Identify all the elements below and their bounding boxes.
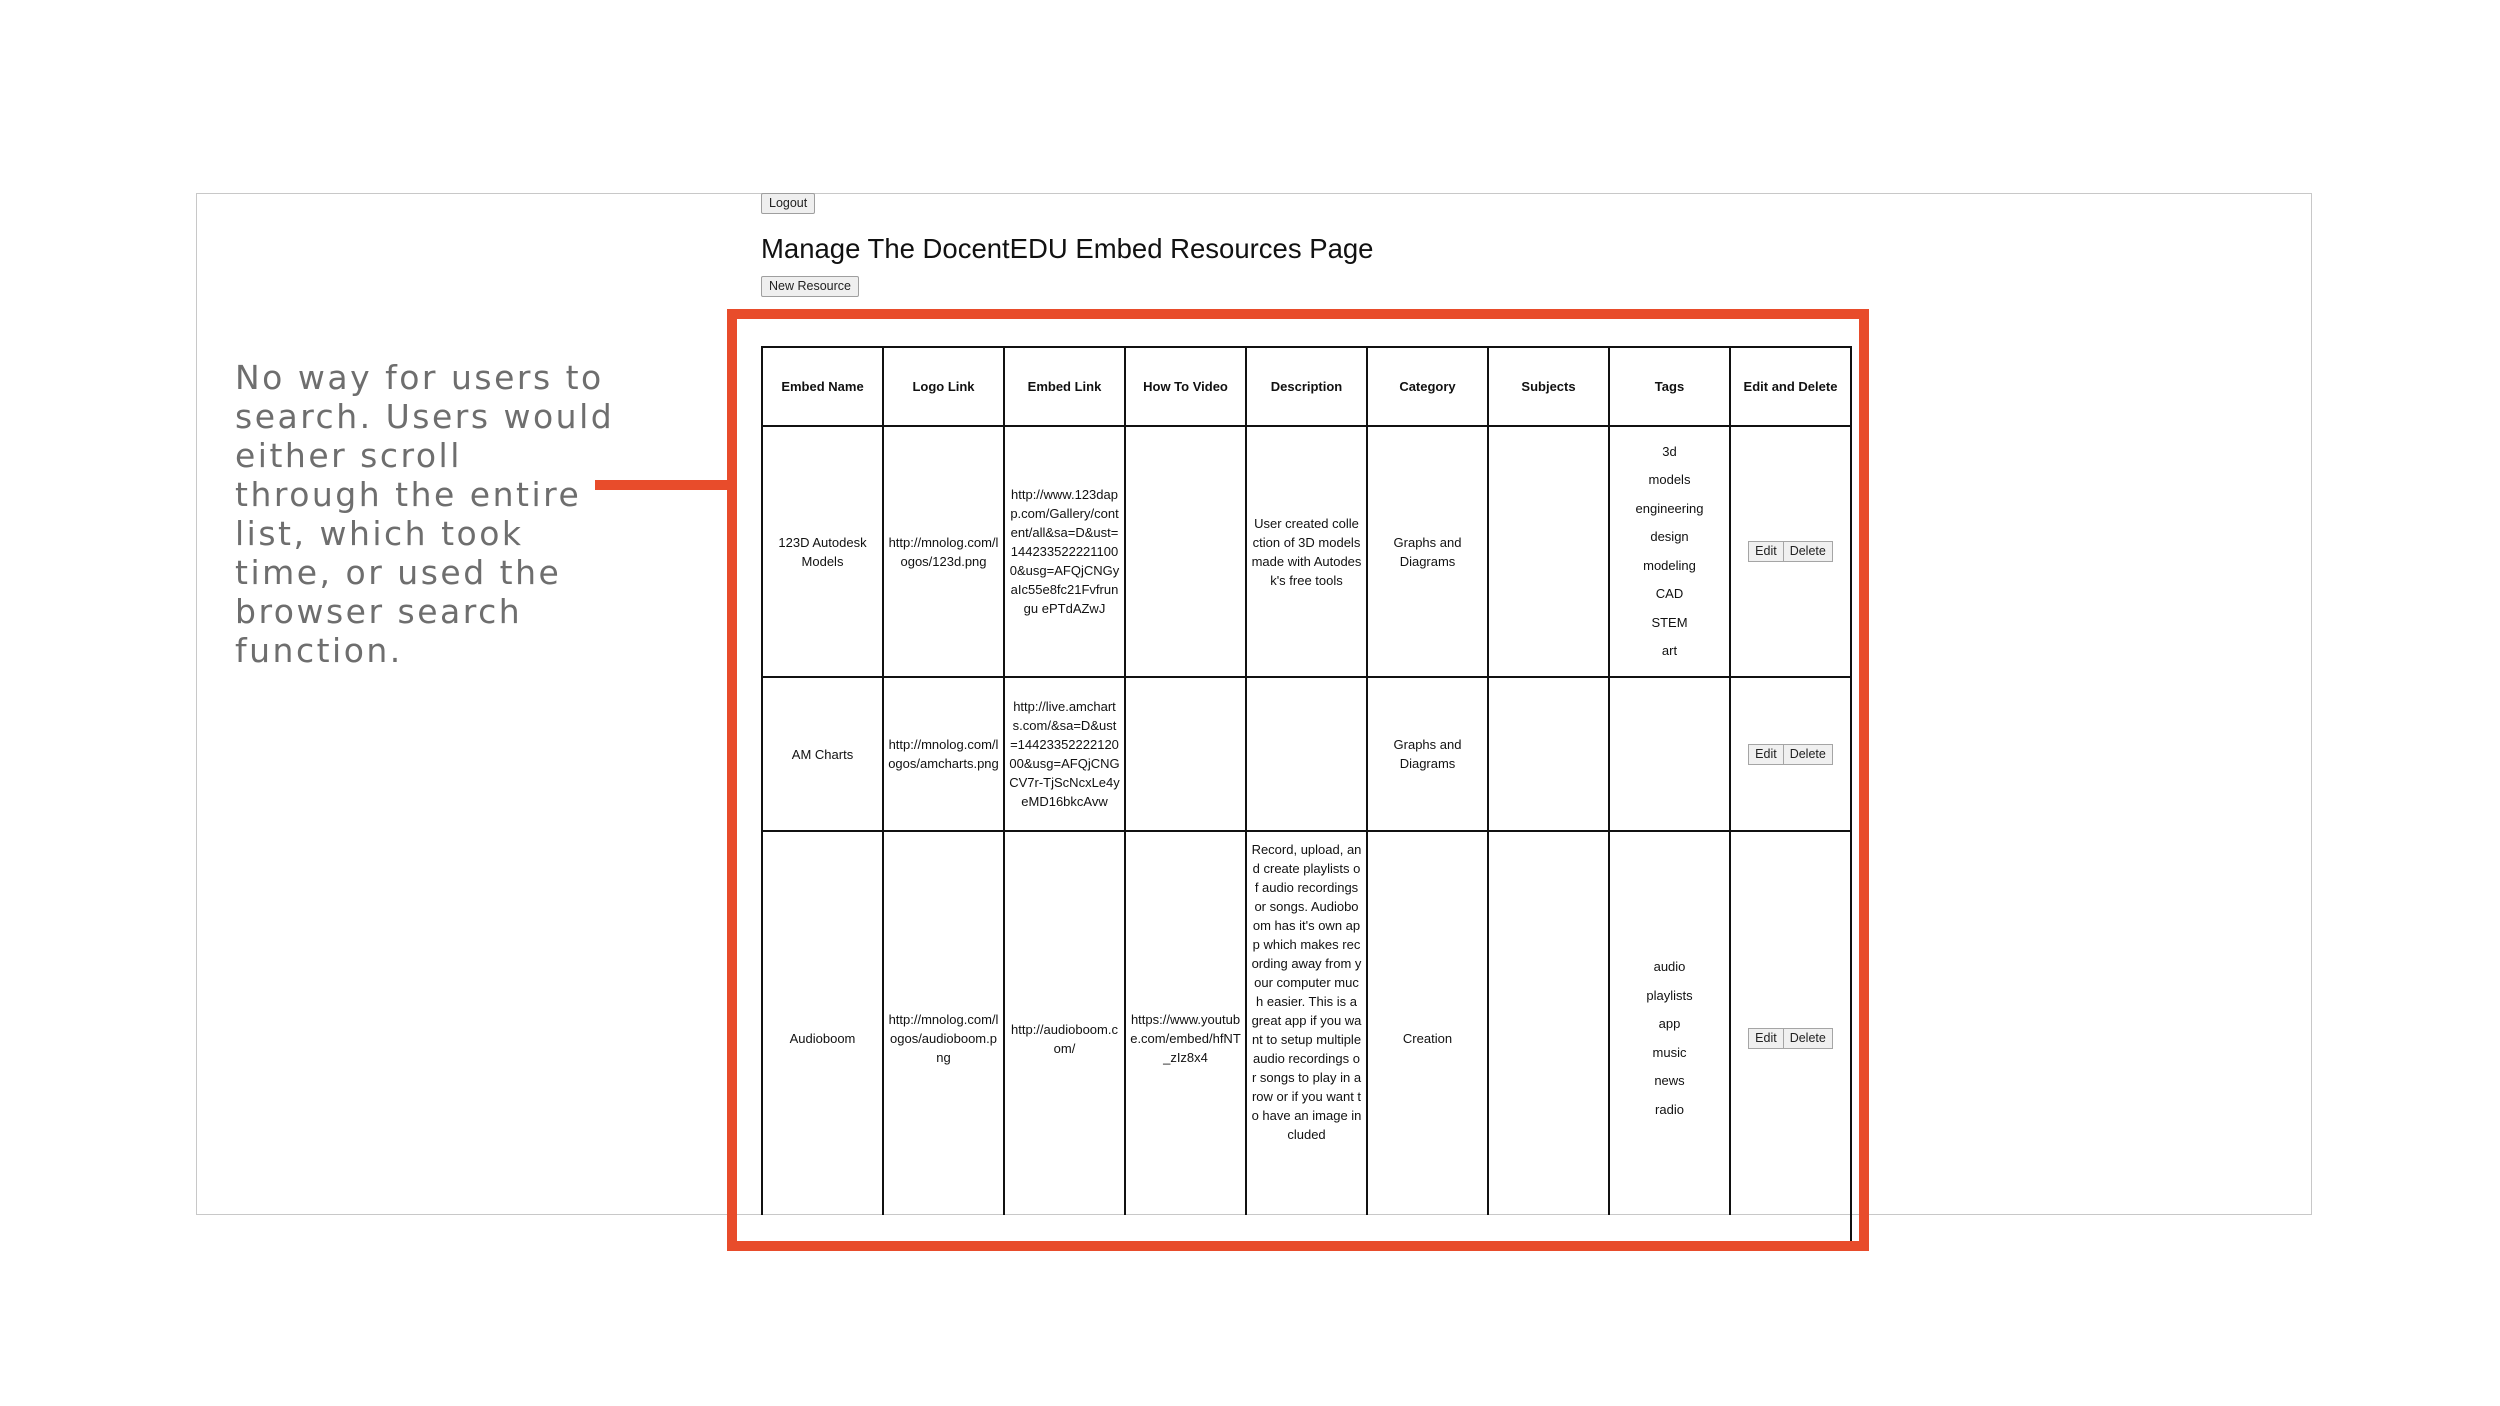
clip-mask <box>740 1215 1840 1245</box>
header-tags: Tags <box>1609 347 1730 426</box>
tag-item: design <box>1650 529 1689 544</box>
tag-item: models <box>1648 472 1691 487</box>
cell-video <box>1125 677 1246 831</box>
tag-item: engineering <box>1635 500 1704 516</box>
cell-category: Graphs and Diagrams <box>1367 426 1488 677</box>
header-logo-link: Logo Link <box>883 347 1004 426</box>
cell-name: AM Charts <box>762 677 883 831</box>
cell-tags <box>1609 831 1730 1246</box>
tag-item: music <box>1652 1044 1687 1060</box>
cell-name: Audioboom <box>762 831 883 1246</box>
cell-actions <box>1730 426 1851 677</box>
table-row <box>762 831 1851 1246</box>
delete-button[interactable]: Delete <box>1784 1028 1833 1049</box>
cell-embed-link: http://www.123dapp.com/Gallery/content/all&sa=D&ust=1442335222211000&usg=AFQjCNGyaIc55e8fc21Fvfrungu ePTdAZwJ <box>1004 426 1125 677</box>
tag-item: art <box>1661 643 1678 658</box>
edit-button[interactable]: Edit <box>1748 541 1784 562</box>
new-resource-button[interactable]: New Resource <box>761 276 859 297</box>
tag-item: modeling <box>1643 557 1696 573</box>
logout-button[interactable]: Logout <box>761 193 815 214</box>
tag-item: audio <box>1653 959 1686 974</box>
resources-table <box>761 346 1852 1247</box>
cell-category: Creation <box>1367 831 1488 1246</box>
cell-subjects <box>1488 677 1609 831</box>
tag-item: news <box>1654 1073 1685 1088</box>
cell-subjects <box>1488 831 1609 1246</box>
delete-button[interactable]: Delete <box>1784 744 1833 765</box>
cell-embed-link: http://audioboom.com/ <box>1004 831 1125 1246</box>
header-embed-name: Embed Name <box>762 347 883 426</box>
annotation-text: No way for users to search. Users would either scroll through the entire list, which took time, or used the browser search function. <box>235 358 615 670</box>
cell-description: Record, upload, and create playlists of audio recordings or songs. Audioboom has it's own app which makes recording away from your computer much easier. This is a great app if you want to setup multiple audio recordings or songs to play in a row or if you want to have an image included <box>1246 831 1367 1246</box>
edit-button[interactable]: Edit <box>1748 1028 1784 1049</box>
table-row <box>762 677 1851 831</box>
cell-video: https://www.youtube.com/embed/hfNT_zIz8x4 <box>1125 831 1246 1246</box>
header-subjects: Subjects <box>1488 347 1609 426</box>
tag-item: STEM <box>1651 614 1688 630</box>
tag-item: 3d <box>1662 443 1677 459</box>
cell-logo-link: http://mnolog.com/logos/amcharts.png <box>883 677 1004 831</box>
tag-item: radio <box>1655 1101 1684 1117</box>
header-category: Category <box>1367 347 1488 426</box>
cell-video <box>1125 426 1246 677</box>
tag-item: playlists <box>1646 987 1693 1003</box>
page-title: Manage The DocentEDU Embed Resources Page <box>761 233 1374 264</box>
header-embed-link: Embed Link <box>1004 347 1125 426</box>
tag-item: app <box>1658 1016 1681 1031</box>
cell-actions <box>1730 831 1851 1246</box>
header-how-to-video: How To Video <box>1125 347 1246 426</box>
cell-subjects <box>1488 426 1609 677</box>
cell-logo-link: http://mnolog.com/logos/123d.png <box>883 426 1004 677</box>
cell-logo-link: http://mnolog.com/logos/audioboom.png <box>883 831 1004 1246</box>
edit-button[interactable]: Edit <box>1748 744 1784 765</box>
header-description: Description <box>1246 347 1367 426</box>
cell-description: User created collection of 3D models made with Autodesk's free tools <box>1246 426 1367 677</box>
tag-item: CAD <box>1655 586 1684 601</box>
cell-embed-link: http://live.amcharts.com/&sa=D&ust=1442335222212000&usg=AFQjCNGCV7r-TjScNcxLe4yeMD16bkcAvw <box>1004 677 1125 831</box>
cell-tags <box>1609 426 1730 677</box>
header-edit-delete: Edit and Delete <box>1730 347 1851 426</box>
cell-name: 123D Autodesk Models <box>762 426 883 677</box>
table-header-row <box>762 347 1851 426</box>
cell-actions <box>1730 677 1851 831</box>
cell-description <box>1246 677 1367 831</box>
annotation-connector <box>595 480 732 490</box>
cell-category: Graphs and Diagrams <box>1367 677 1488 831</box>
delete-button[interactable]: Delete <box>1784 541 1833 562</box>
table-row <box>762 426 1851 677</box>
cell-tags <box>1609 677 1730 831</box>
